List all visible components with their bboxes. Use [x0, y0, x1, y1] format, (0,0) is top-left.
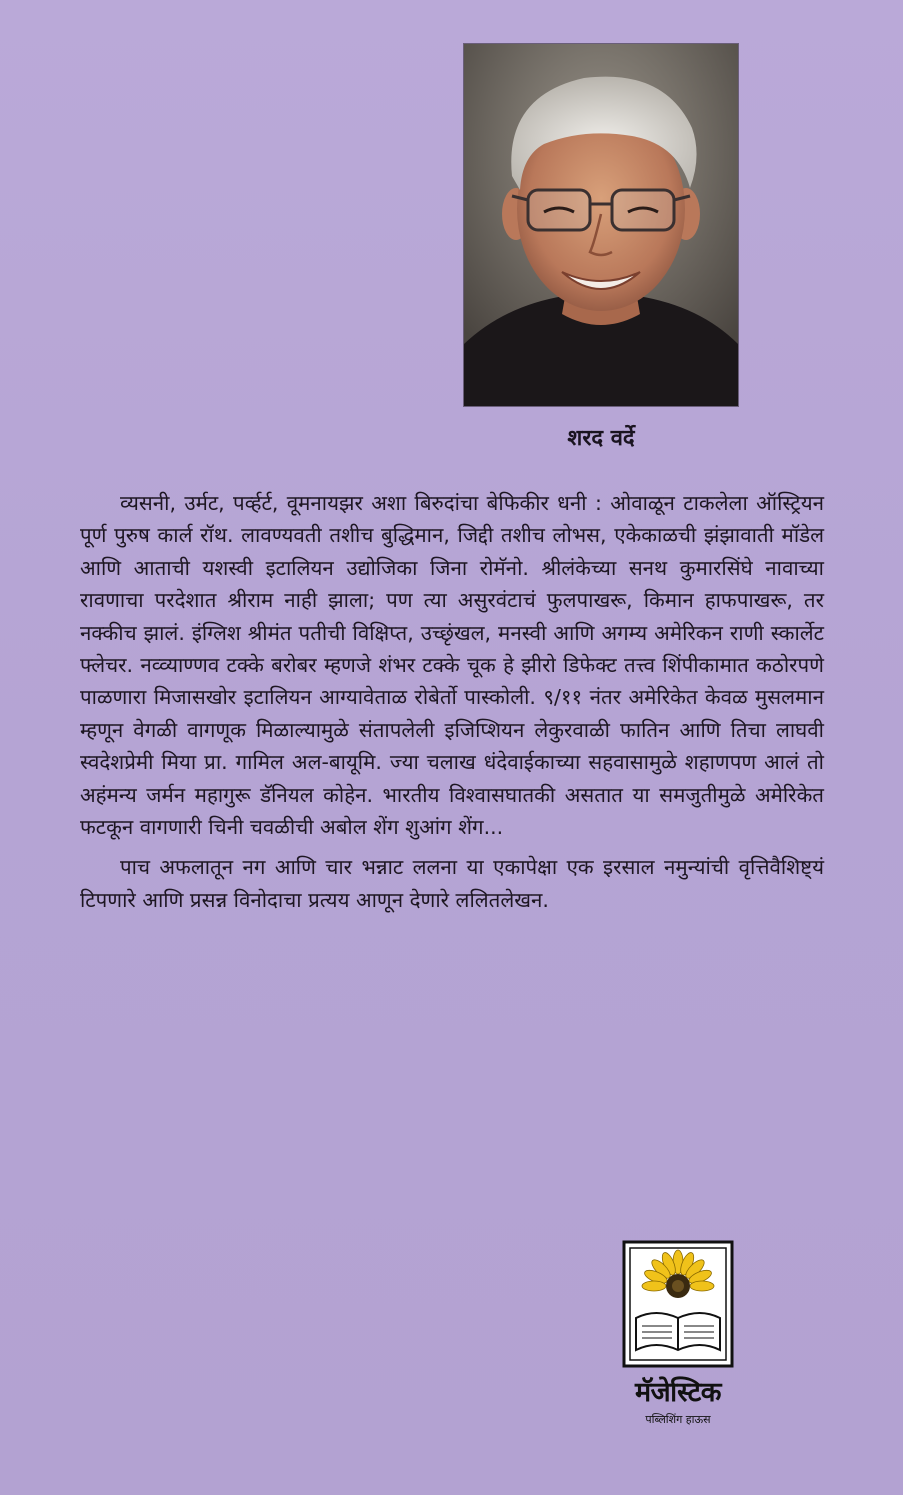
book-blurb [80, 487, 824, 916]
author-photo [464, 44, 738, 406]
sunflower-open-book-icon [622, 1240, 734, 1368]
author-name: शरद वर्दे [567, 426, 635, 451]
blurb-paragraph-1: व्यसनी, उर्मट, पर्व्हर्ट, वूमनायझर अशा बिरुदांचा बेफिकीर धनी : ओवाळून टाकलेला ऑस्ट्रियन पूर्ण पुरुष कार्ल रॉथ. लावण्यवती तशीच बुद्धिमान, जिद्दी तशीच लोभस, एकेकाळची झंझावाती मॉडेल आणि आताची यशस्वी इटालियन उद्योजिका जिना रोमॅनो. श्रीलंकेच्या सनथ कुमारसिंघे नावाच्या रावणाचा परदेशात श्रीराम नाही झाला; पण त्या असुरवंटाचं फुलपाखरू, किमान हाफपाखरू, तर नक्कीच झालं. इंग्लिश श्रीमंत पतीची विक्षिप्त, उच्छृंखल, मनस्वी आणि अगम्य अमेरिकन राणी स्कार्लेट फ्लेचर. नव्व्याण्णव टक्के बरोबर म्हणजे शंभर टक्के चूक हे झीरो डिफेक्ट तत्त्व शिंपीकामात कठोरपणे पाळणारा मिजासखोर इटालियन आग्यावेताळ रोबेर्तो पास्कोली. ९/११ नंतर अमेरिकेत केवळ मुसलमान म्हणून वेगळी वागणूक मिळाल्यामुळे संतापलेली इजिप्शियन लेकुरवाळी फातिन आणि तिचा लाघवी स्वदेशप्रेमी मिया प्रा. गामिल अल-बायूमि. ज्या चलाख धंदेवाईकाच्या सहवासामुळे शहाणपण आलं तो अहंमन्य जर्मन महागुरू डॅनियल कोहेन. भारतीय विश्वासघातकी असतात या समजुतीमुळे अमेरिकेत फटकून वागणारी चिनी चवळीची अबोल शेंग शुआंग शेंग... [80, 491, 824, 840]
publisher-name: मॅजेस्टिक [634, 1377, 722, 1408]
blurb-paragraph-2: पाच अफलातून नग आणि चार भन्नाट ललना या एकापेक्षा एक इरसाल नमुन्यांची वृत्तिवैशिष्ट्यं टिपणारे आणि प्रसन्न विनोदाचा प्रत्यय आणून देणारे ललितलेखन. [80, 855, 824, 912]
publisher-logo [610, 1240, 746, 1440]
publisher-subtitle: पब्लिशिंग हाऊस [645, 1413, 711, 1426]
